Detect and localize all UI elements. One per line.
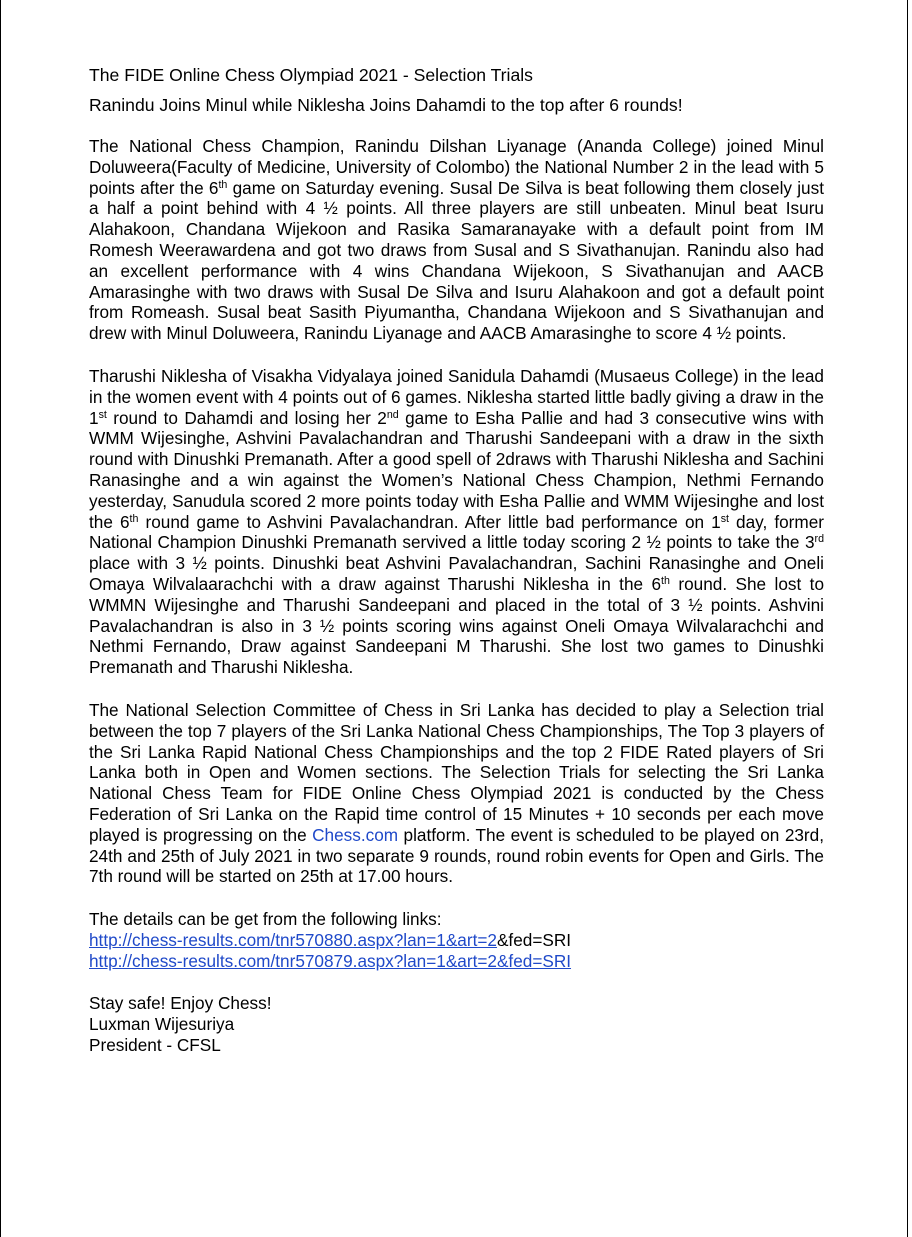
ordinal-suffix: th [661,575,670,588]
results-link-women[interactable]: http://chess-results.com/tnr570879.aspx?lan=1&art=2&fed=SRI [89,950,572,971]
ordinal-suffix: th [129,512,139,525]
results-link-open-suffix: &fed=SRI [496,929,572,950]
document-content [89,62,824,1056]
paragraph-text: Tharushi Niklesha of Visakha Vidyalaya joined Sanidula Dahamdi (Musaeus College) in the lead in the women event with 4 points out of 6 games. Niklesha started little badly giving a draw in the 1 [89,365,824,428]
signoff-block [89,993,824,1055]
paragraph-text: platform. The event is scheduled to be played on 23rd, 24th and 25th of July 2021 in two separate 9 rounds, round robin events for Open and Girls. The 7th round will be started on 25th at 17.00 hours. [89,824,824,887]
paragraph-text: game to Esha Pallie and had 3 consecutive wins with WMM Wijesinghe, Ashvini Pavalachandran and Tharushi Sandeepani with a draw in the sixth round with Dinushki Premanath. After a good spell of 2draws with Tharushi Niklesha and Sachini Ranasinghe and a win against the Women’s National Chess Champion, Nethmi Fernando yesterday, Sanudula scored 2 more points today with Esha Pallie and WMM Wijesinghe and lost the 6 [89,407,824,532]
results-link-open[interactable]: http://chess-results.com/tnr570880.aspx?lan=1&art=2 [89,929,497,950]
document-subtitle: Ranindu Joins Minul while Niklesha Joins Dahamdi to the top after 6 rounds! [89,95,683,115]
ordinal-suffix: st [720,512,729,525]
links-intro: The details can be get from the following links: [89,909,442,930]
paragraph-open-event [89,136,824,344]
ordinal-suffix: nd [386,408,399,421]
document-title: The FIDE Online Chess Olympiad 2021 - Selection Trials [89,65,533,85]
paragraph-text: round. She lost to WMMN Wijesinghe and Tharushi Sandeepani and placed in the total of 3 ½ points. Ashvini Pavalachandran is also in 3 ½ points scoring wins against Oneli Omaya Wilvalarachchi and Nethmi Fernando, Draw against Sandeepani M Tharushi. She lost two games to Dinushki Premanath and Tharushi Niklesha. [89,573,825,678]
paragraph-text: round to Dahamdi and losing her 2 [106,407,387,428]
results-link-open-line [89,930,824,951]
signoff-greeting: Stay safe! Enjoy Chess! [89,993,272,1014]
paragraph-text: The National Selection Committee of Chess in Sri Lanka has decided to play a Selection trial between the top 7 players of the Sri Lanka National Chess Championships, The Top 3 players of the Sri Lanka Rapid National Chess Championships and the top 2 FIDE Rated players of Sri Lanka both in Open and Women sections. The Selection Trials for selecting the Sri Lanka National Chess Team for FIDE Online Chess Olympiad 2021 is conducted by the Chess Federation of Sri Lanka on the Rapid time control of 15 Minutes + 10 seconds per each move played is progressing on the [89,699,824,845]
signoff-title: President - CFSL [89,1035,221,1056]
paragraph-text: game on Saturday evening. Susal De Silva is beat following them closely just a half a point behind with 4 ½ points. All three players are still unbeaten. Minul beat Isuru Alahakoon, Chandana Wijekoon and Rasika Samaranayake with a default point from IM Romesh Weerawardena and got two draws from Susal and S Sivathanujan. Ranindu also had an excellent performance with 4 wins Chandana Wijekoon, S Sivathanujan and AACB Amarasinghe with two draws with Susal De Silva and Isuru Alahakoon and got a default point from Romeash. Susal beat Sasith Piyumantha, Chandana Wijekoon and S Sivathanujan and drew with Minul Doluweera, Ranindu Liyanage and AACB Amarasinghe to score 4 ½ points. [89,177,824,344]
ordinal-suffix: rd [814,533,824,546]
links-block [89,909,824,971]
ordinal-suffix: th [218,178,228,191]
paragraph-selection-committee [89,700,824,887]
paragraph-text: The National Chess Champion, Ranindu Dilshan Liyanage (Ananda College) joined Minul Doluweera(Faculty of Medicine, University of Colombo) the National Number 2 in the lead with 5 points after the 6 [89,136,824,198]
ordinal-suffix: st [98,408,107,421]
paragraph-text: day, former National Champion Dinushki Premanath servived a little today scoring 2 ½ points to take the 3 [89,511,824,553]
paragraph-women-event [89,366,824,678]
signoff-name: Luxman Wijesuriya [89,1014,235,1035]
chess-com-link[interactable]: Chess.com [312,824,399,845]
paragraph-text: round game to Ashvini Pavalachandran. After little bad performance on 1 [138,511,721,532]
paragraph-text: place with 3 ½ points. Dinushki beat Ashvini Pavalachandran, Sachini Ranasinghe and Oneli Omaya Wilvalaarachchi with a draw against Tharushi Niklesha in the 6 [89,553,824,594]
results-link-women-line [89,951,824,972]
